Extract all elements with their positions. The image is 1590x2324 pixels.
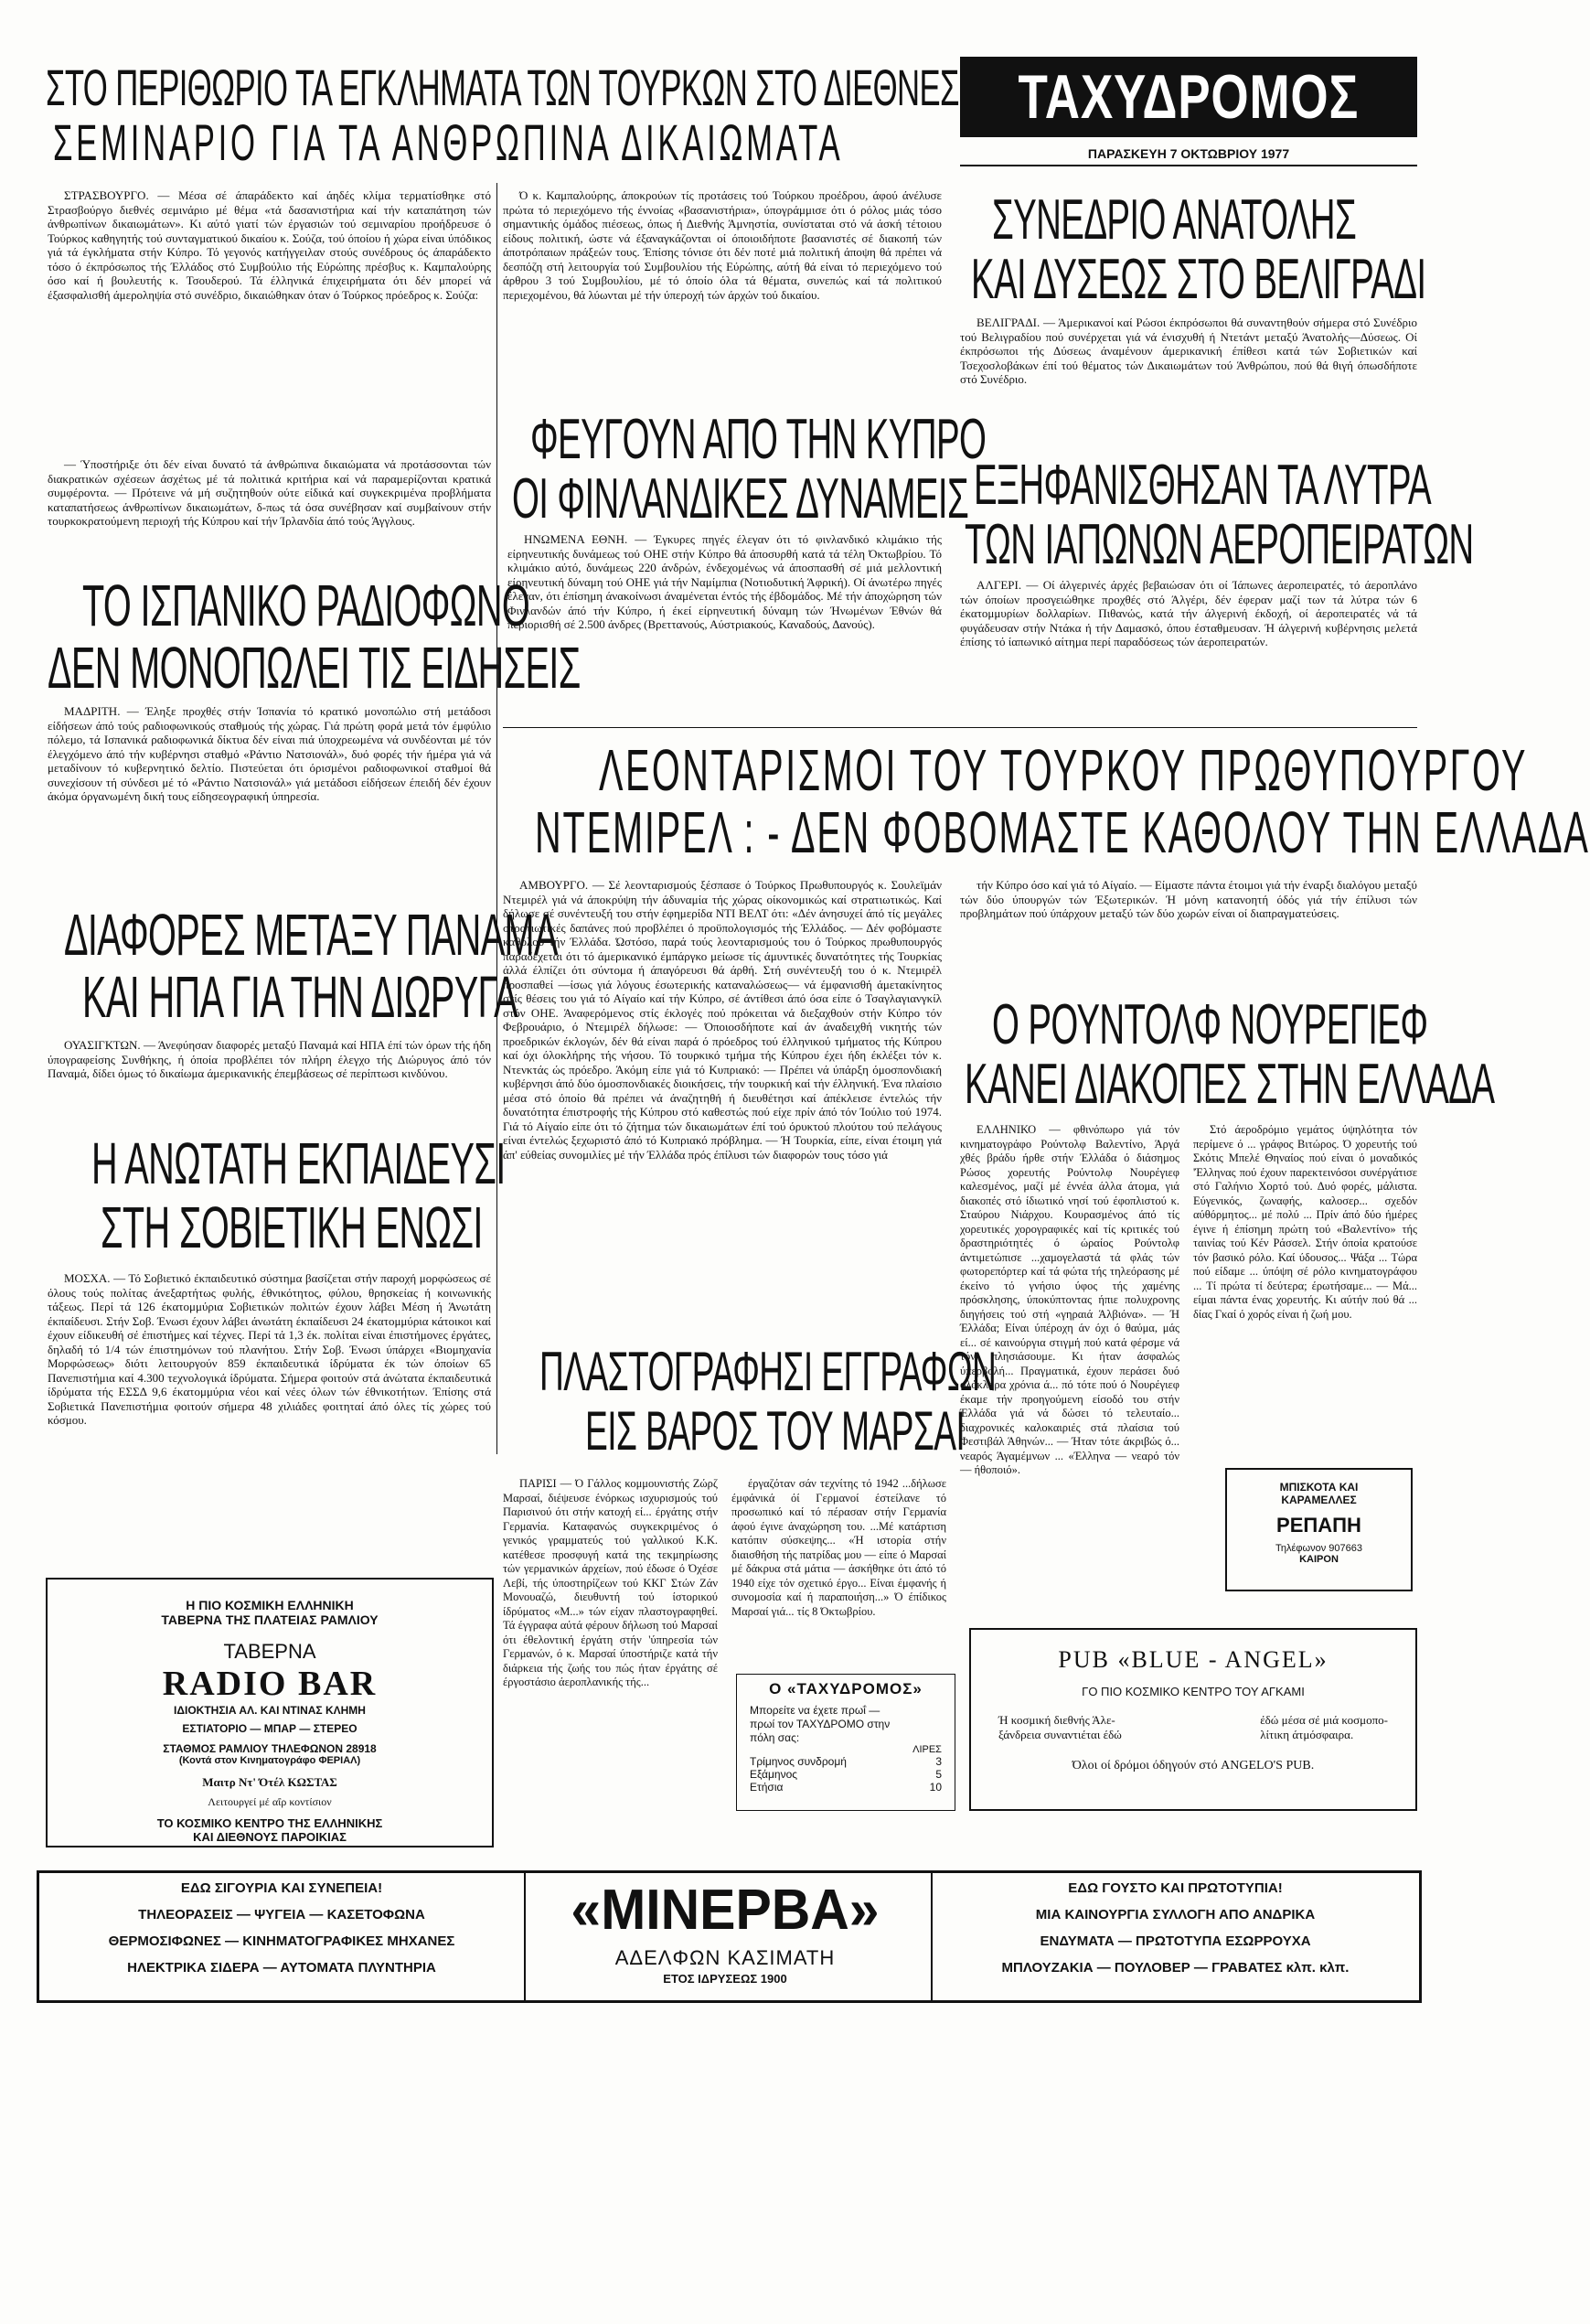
subscription-row-value: 5 (935, 1768, 942, 1781)
headline-belgrade-2: ΚΑΙ ΔΥΣΕΩΣ ΣΤΟ ΒΕΛΙΓΡΑΔΙ (971, 248, 1426, 311)
ad-minerva-right-line: ΜΠΛΟΥΖΑΚΙΑ — ΠΟΥΛΟΒΕΡ — ΓΡΑΒΑΤΕΣ κλπ. κλπ. (1001, 1960, 1350, 1976)
subscription-row (750, 1768, 942, 1781)
ad-radio-line2: ΤΑΒΕΡΝΑ ΤΗΣ ΠΛΑΤΕΙΑΣ ΡΑΜΛΙΟΥ (161, 1612, 379, 1627)
ad-blue-angel-right2: λίτικη άτμόσφαιρα. (1260, 1728, 1354, 1741)
ad-radio-footer1: ΤΟ ΚΟΣΜΙΚΟ ΚΕΝΤΡΟ ΤΗΣ ΕΛΛΗΝΙΚΗΣ (156, 1816, 383, 1830)
ad-radio-maitre: Μαιτρ Ντ' Ότέλ ΚΩΣΤΑΣ (202, 1775, 337, 1789)
subscription-row (750, 1755, 942, 1768)
headline-spain-2: ΔΕΝ ΜΟΝΟΠΩΛΕΙ ΤΙΣ ΕΙΔΗΣΕΙΣ (48, 635, 581, 701)
panama-paragraph: ΟΥΑΣΙΓΚΤΩΝ. — Άνεφύησαν διαφορές μεταξύ Παναμά καί ΗΠΑ έπί τών όρων τής ήδη ύπογραφείσης Συνθήκης, ή όποία προβλέπει τόν πλήρη έλεγχο τής Διώρυγος άπό τόν Παναμά, δίδει όμως τό δικαίωμα άμερικανικής έπεμβάσεως σέ περίπτωσι κινδύνου. (48, 1038, 491, 1080)
headline-forgery-2: ΕΙΣ ΒΑΡΟΣ ΤΟΥ ΜΑΡΣΑΙ (585, 1400, 966, 1462)
forgery-body-col2 (731, 1477, 946, 1620)
ad-blue-angel-footer: Όλοι οί δρόμοι όδηγούν στό ANGELO'S PUB. (1072, 1759, 1315, 1772)
turkey-body-col1 (503, 878, 942, 1162)
subscription-header: Ο «ΤΑΧΥΔΡΟΜΟΣ» (769, 1680, 923, 1697)
ad-minerva-left-line: ΤΗΛΕΟΡΑΣΕΙΣ — ΨΥΓΕΙΑ — ΚΑΣΕΤΟΦΩΝΑ (138, 1907, 425, 1922)
headline-cyprus-2: ΟΙ ΦΙΝΛΑΝΔΙΚΕΣ ΔΥΝΑΜΕΙΣ (512, 467, 969, 530)
headline-cyprus-1: ΦΕΥΓΟΥΝ ΑΠΟ ΤΗΝ ΚΥΠΡΟ (530, 408, 987, 471)
ad-radio-owners: ΙΔΙΟΚΤΗΣΙΑ ΑΛ. ΚΑΙ ΝΤΙΝΑΣ ΚΛΗΜΗ (174, 1704, 366, 1717)
cyprus-body (507, 532, 942, 633)
spain-paragraph: ΜΑΔΡΙΤΗ. — Έληξε προχθές στήν Ίσπανία τό κρατικό μονοπώλιο στή μετάδοσι είδήσεων άπό τούς ραδιοφωνικούς σταθμούς τής χώρας. Γιά πρώτη φορά μετά τόν έμφύλιο πόλεμο, τά Ισπανικά ραδιοφωνικά δίκτυα δέν είναι πιά ύποχρεωμένα νά συνδέονται μέ τόν έλεγχόμενο άπό τήν κυβέρνησι σταθμό «Ράντιο Νατσιονάλ», δυό φορές τήν ήμέρα γιά νά μεταδίνουν τό κυβερνητικό δελτίο. Πιστεύεται ότι όρισμένοι ραδιοφωνικοί σταθμοί θά συνεχίσουν τή σύνδεσι μέ τό «Ράντιο Νατσιονάλ» γιά μετάδοσι είδήσεων έπειδή δέν έχουν άκόμα όργανωμένη δική τους είδησεογραφική ύπηρεσία. (48, 704, 491, 803)
subscription-intro-3: πόλη σας: (750, 1731, 800, 1744)
ad-minerva-left (48, 1880, 515, 1976)
ad-minerva-right-line: ΕΝΔΥΜΑΤΑ — ΠΡΩΤΟΤΥΠΑ ΕΣΩΡΡΟΥΧΑ (1040, 1933, 1311, 1949)
ad-radio-footer2: ΚΑΙ ΔΙΕΘΝΟΥΣ ΠΑΡΟΙΚΙΑΣ (193, 1830, 347, 1844)
ussr-paragraph: ΜΟΣΧΑ. — Τό Σοβιετικό έκπαιδευτικό σύστημα βασίζεται στήν παροχή μορφώσεως σέ όλους τούς πολίτας άνεξαρτήτως φυλής, έθνικότητος, φύλου, θρησκείας ή κοινωνικής τάξεως. Περί τά 126 έκατομμύρια Σοβιετικών πολιτών έχουν λάβει Μέση ή Άνωτάτη έκπαίδευσι. Στήν Σοβ. Ένωσι έχουν λάβει άνωτάτη έκπαίδευσι 24 έκατομμύρια κάτοικοι καί έχουν είδικευθή σέ έπιστήμες καί τέχνες. Περί τά 1,3 έκ. πολίται είναι έπιστήμονες έργάτες, δηλαδή τό 1/4 τών έπιστημόνων τού πλανήτου. Στήν Σοβ. Ένωσι ύπάρχει «Βιομηχανία Μορφώσεως» διότι λειτουργούν 859 έκπαιδευτικά ίδρύματα έκ τών όποίων 65 Πανεπιστήμια καί 4.300 τεχνολογικά ίδρύματα. Σήμερα φοιτούν στά άνώτατα έκπαιδευτικά ίδρύματα τής ΕΣΣΔ 9,6 έκατομμύρια νέοι καί νέες όλων τών έθνικοτήτων. Έπίσης στά Σοβιετικά Πανεπιστήμια φοιτούν σήμερα 48 χιλιάδες φοιτηταί άπό όλες τίς χώρες τού κόσμου. (48, 1271, 491, 1427)
subscription-row-value: 3 (935, 1755, 942, 1768)
ad-minerva-center (533, 1879, 917, 1986)
seminar-body-col1b (48, 457, 491, 530)
seminar-body-col1 (48, 188, 491, 303)
subscription-intro-2: πρωί τον ΤΑΧΥΔΡΟΜΟ στην (750, 1718, 891, 1730)
ad-radio-taverna: TAΒΕΡΝΑ (223, 1640, 316, 1663)
belgrade-body (960, 316, 1417, 388)
ad-minerva-divider (524, 1873, 526, 2000)
ad-minerva (37, 1870, 1422, 2003)
ad-blue-angel (969, 1628, 1417, 1811)
ad-blue-angel-right (1260, 1713, 1388, 1742)
subscription-row (750, 1781, 942, 1794)
panama-body (48, 1038, 491, 1082)
nureyev-body-col1 (960, 1123, 1179, 1479)
belgrade-paragraph: ΒΕΛΙΓΡΑΔΙ. — Άμερικανοί καί Ρώσοι έκπρόσωποι θά συναντηθούν σήμερα στό Συνέδριο τού Βελιγραδίου πού συνέρχεται γιά νά ένισχυθή ή Ντετάντ μεταξύ Άνατολής—Δύσεως. Οί έκπρόσωποι τής Δύσεως άναμένουν άμερικανική έπίθεσι κατά τών Σοβιετικών καί Τσεχοσλοβάκων έπί τού θέματος τών Δικαιωμάτων τού Άνθρώπου, πού θά θιγή όπωσδήποτε στό Συνέδριο. (960, 316, 1417, 386)
ad-minerva-founded: ΕΤΟΣ ΙΔΡΥΣΕΩΣ 1900 (663, 1972, 787, 1986)
seminar-body-col2 (503, 188, 942, 303)
turkey-body-col2 (960, 878, 1417, 922)
headline-ussr-2: ΣΤΗ ΣΟΒΙΕΤΙΚΗ ΕΝΩΣΙ (101, 1194, 483, 1260)
turkey-paragraph-1: ΑΜΒΟΥΡΓΟ. — Σέ λεονταρισμούς ξέσπασε ό Τούρκος Πρωθυπουργός κ. Σουλεϊμάν Ντεμιρέλ γιά νά άποκρύψη τήν άδυναμία τής χώρας οίκονομικώς καί στρατιωτικώς. Καί δήλωσε σέ συνέντευξή του στήν έφημερίδα ΝΤΙ ΒΕΛΤ ότι: «Δέν άνησυχεί άπό τίς μεγάλες στρατιωτικές δαπάνες πού προβλέπει ό προϋπολογισμός τής Έλλάδος. — Δέν φοβόμαστε καθόλου τήν Έλλάδα. Ώστόσο, παρά τούς λεονταρισμούς του ό Τούρκος πρωθυπουργός παραδέχεται ότι τό άμερικανικό έμπάργκο μείωσε τίς άμυντικές δυνατότητες τής Τουρκίας άλλά έλπίζει ότι σύντομα ή άπαγόρευσι θά άρθή. Στή συνέντευξή του ό κ. Ντεμιρέλ προσπαθεί —ίσως γιά λόγους έσωτερικής καταναλώσεως— νά έμφανισθή άμετακίνητος στίς θέσεις του γιά τό Αίγαίο καί τήν Κύπρο, σέ άντίθεσι άπό όσα είπε ό Τσαγλαγιανγκίλ στόν ΟΗΕ. Άναφερόμενος στίς έκλογές πού πρόκειται νά διεξαχθούν στήν Κύπρο τόν Φεβρουάριο, ό Ντεμιρέλ δήλωσε: — Όποιοσδήποτε καί άν άναδειχθή νικητής τών προεδρικών έκλογών, δέν θά είναι παρά ό πρόεδρος τού έλληνικού τμήματος τής Κύπρου καί όχι όλοκλήρης τής νήσου. Τό τουρκικό τμήμα τής Κύπρου έχει ήδη έκλέξει τόν κ. Ντενκτάς ώς πρόεδρο. Άκόμη είπε γιά τό Κυπριακό: — Πρέπει νά ύπάρξη όμοσπονδιακή κυβέρνησι άπό δύο όμοσπονδιακές διοικήσεις, τήν τουρκική καί τήν έλληνική. Ένα πλαίσιο μέσα στό όποίο θά πρέπει νά άναζητηθή ή διευθέτησι καί άπέκλεισε έντελώς τήν δυνατότητα έπιστροφής τής Κύπρου στό καθεστώς πού είχε πρίν άπό τόν Ίούλιο τού 1974. Γιά τό Αίγαίο είπε ότι τό ζήτημα τών δικαιωμάτων έπί τού όρυκτού πλούτου τού πελάγους είναι έντελώς ξεχωριστό άπό τό Κυπριακό πρόβλημα. — Ή Τουρκία, είπε, είναι έτοιμη γιά άπ' εύθείας συνομιλίες μέ τήν Έλλάδα πρός έπίλυσι τών διαφορών τους τόσο γιά (503, 878, 942, 1162)
subscription-box (736, 1674, 955, 1811)
ad-minerva-divider (931, 1873, 933, 2000)
nureyev-paragraph-1: ΕΛΛΗΝΙΚΟ — φθινόπωρο γιά τόν κινηματογράφο Ρούντολφ Βαλεντίνο, Άργά χθές βράδυ ήρθε στήν Έλλάδα ό διάσημος Ρώσος χορευτής Ρούντολφ Νουρέγιεφ καλεσμένος, μαζί μέ έννέα άλλα άτομα, γιά διακοπές στό ίδιωτικό νησί τού έφοπλιστού κ. Σταύρου Νιάρχου. Κουρασμένος άπό τίς χορευτικές χορογραφικές καί τίς κριτικές τού δραστηριότητές ό ώραίος Ρούντολφ άντιμετώπισε ...χαμογελαστά τά φλάς τών φωτορεπόρτερ καί τά φώτα τής τηλεόρασης μέ έκείνο τό γνήσιο ύφος τής χαμένης πρόσκλησης, ύποκύπτοντας ήπιε πολυχρονης διηγήσεις τού στή «γηραιά Άλβιόνα». — Ή Έλλάδα; Είναι ύπέροχη άν όχι ό θαύμα, μάς εί... σέ καινούργια στιγμή πού κατά φέρσμε νά τόν πλησιάσουμε. Κι ήταν άσφαλώς ύπερβολή... Πραγματικά, έχουν περάσει δυό ολόκληρα χρόνια ά... πό τότε πού ό Νουρέγιεφ έκαμε τήν προηγούμενη είσοδό του στήν Έλλάδα γιά νά δώσει τό τελευταίο... διαχρονικές καλοκαιριές στά πλαίσια τού Φεστιβάλ Άθηνών... — Ήταν τότε άκριβώς ό... νεαρός Άγαμέμνων ... «Έλληνα — νεαρό τόν — ήθοποιό». (960, 1123, 1179, 1476)
headline-belgrade-1: ΣΥΝΕΔΡΙΟ ΑΝΑΤΟΛΗΣ (992, 188, 1357, 252)
ad-radio-station: ΣΤΑΘΜΟΣ ΡΑΜΛΙΟΥ ΤΗΛΕΦΩΝΟΝ 28918 (163, 1742, 377, 1755)
subscription-unit: ΛΙΡΕΣ (912, 1744, 942, 1755)
ad-blue-angel-right1: έδώ μέσα σέ μιά κοσμοπο- (1260, 1713, 1388, 1727)
ad-radio-near: (Κοντά στον Κινηματογράφο ΦΕΡΙΑΛ) (178, 1755, 361, 1766)
spain-body (48, 704, 491, 805)
headline-turkey-1: ΛΕΟΝΤΑΡΙΣΜΟΙ ΤΟΥ ΤΟΥΡΚΟΥ ΠΡΩΘΥΠΟΥΡΓΟΥ (599, 737, 1529, 803)
seminar-paragraph-1: ΣΤΡΑΣΒΟΥΡΓΟ. — Μέσα σέ άπαράδεκτο καί άηδές κλίμα τερματίσθηκε στό Στρασβούργο διεθνές σεμινάριο μέ θέμα «τά δασανιστήρια καί τήν καταπάτηση τών άνθρωπίνων δικαιωμάτων». Κι αύτό γιατί τών έργασιών τού σεμιναρίου προήδρευσε ό Τούρκος καθηγητής τού συνταγματικού δικαίου κ. Σούζα, τού όποίου ή χώρα είναι ύπόδικος γιά τά έγκλήματα στήν Κύπρο. Τό γεγονός κατήγγειλαν στούς συνέδρους ός άπαράδεκτο τόσο ό έκπρόσωπος τής Έλλάδος στό Συμβούλιο τής Εύρώπης πρέσβυς κ. Καμπαλούρης όσο καί ή βουλευτής κ. Τσουδερού. Τά έλληνικά έπιχειρήματα ότι δέν μπορεί νά έξασφαλισθή άμεροληψία στό συνέδριο, δικαιώθηκαν όταν ό Τούρκος πρόεδρος κ. Σούζα: (48, 188, 491, 302)
turkey-paragraph-2: τήν Κύπρο όσο καί γιά τό Αίγαίο. — Είμαστε πάντα έτοιμοι γιά τήν έναρξι διαλόγου μεταξύ τών δύο ύπουργών τών Έξωτερικών. Ή μόνη κατανοητή όδός γιά τήν έπίλυσι τών προβλημάτων πού ύπάρχουν μεταξύ τών δύο χωρών είναι οί διαπραγματεύσεις. (960, 878, 1417, 920)
ad-minerva-right-title: ΕΔΩ ΓΟΥΣΤΟ ΚΑΙ ΠΡΩΤΟΤΥΠΙΑ! (1068, 1880, 1283, 1896)
subscription-row-label: Τρίμηνος συνδρομή (750, 1755, 847, 1768)
column-rule (496, 183, 497, 1454)
forgery-body-col1 (503, 1477, 718, 1691)
headline-ransom-2: ΤΩΝ ΙΑΠΩΝΩΝ ΑΕΡΟΠΕΙΡΑΤΩΝ (965, 513, 1474, 576)
ad-minerva-left-line: ΗΛΕΚΤΡΙΚΑ ΣΙΔΕΡΑ — ΑΥΤΟΜΑΤΑ ΠΛΥΝΤΗΡΙΑ (127, 1960, 436, 1976)
ad-radio-air: Λειτουργεί μέ αΐρ κοντίσιον (208, 1795, 332, 1808)
ad-repapi-name: ΡΕΠΑΠΗ (1276, 1514, 1361, 1537)
seminar-paragraph-3: Ό κ. Καμπαλούρης, άποκρούων τίς προτάσεις τού Τούρκου προέδρου, άφού άνέλυσε πρώτα τό περιεχόμενο τής έννοίας «βασανιστήρια», ύπογράμμισε ότι ό ρόλος μιάς τόσο σημαντικής όμάδος πιέσεως, όπως ή Διεθνής Άμνηστία, συνίσταται στό νά άσκή τέτοιου είδους πολιτική, ώστε νά έξαναγκάζονται οί όποιοιδήποτε βασανιστές σέ διακοπή τών άποτρόπαιων πράξεών τους. Έπίσης τόνισε ότι δέν ποτέ μιά πολιτική άποψη θά πρέπει νά δεσπόζη στή λειτουργία τού Συμβουλίου τής Εύρώπης, αύτή θά είναι τό περιεχόμενο τού άρθρου 3 τού Συμβουλίου, μέ τό όποίο όλα τά θέματα, συνεπώς καί τά πολιτικού περιεχομένου, θά λύωνται μέ τήν ύπεροχή τών άρχών τού δικαίου. (503, 188, 942, 302)
ad-repapi-city: ΚΑΙΡΟΝ (1299, 1554, 1339, 1565)
headline-nureyev-1: Ο ΡΟΥΝΤΟΛΦ ΝΟΥΡΕΓΙΕΦ (992, 993, 1428, 1056)
headline-panama-2: ΚΑΙ ΗΠΑ ΓΙΑ ΤΗΝ ΔΙΩΡΥΓΑ (82, 964, 518, 1030)
ransom-paragraph: ΑΛΓΕΡΙ. — Οί άλγερινές άρχές βεβαιώσαν ότι οί Ίάπωνες άεροπειρατές, τό άεροπλάνο τών όποίων προσγειώθηκε προχθές στό Άλγέρι, δέν έφεραν μαζί των τά λύτρα τών 6 έκατομμυρίων δολλαρίων. Πιθανώς, κατά τήν άλγερινή έκδοχή, οί άεροπειρατές νά τά φυγάδευσαν στήν Ντάκα ή τήν Δαμασκό, όπου έσταθμευσαν. Ή άλγερινή κυβέρνησις μελετά έπίσης τό ίαπωνικό αίτημα περί παραδόσεως τών άεροπειρατών. (960, 578, 1417, 648)
headline-turkey-2: ΝΤΕΜΙΡΕΛ : - ΔΕΝ ΦΟΒΟΜΑΣΤΕ ΚΑΘΟΛΟΥ ΤΗΝ ΕΛΛΑΔΑ (535, 799, 1590, 865)
ad-radio-line1: Η ΠΙΟ ΚΟΣΜΙΚΗ ΕΛΛΗΝΙΚΗ (186, 1598, 354, 1612)
ad-minerva-left-line: ΘΕΡΜΟΣΙΦΩΝΕΣ — ΚΙΝΗΜΑΤΟΓΡΑΦΙΚΕΣ ΜΗΧΑΝΕΣ (108, 1933, 455, 1949)
ad-blue-angel-left1: Ή κοσμική διεθνής Άλε- (998, 1713, 1115, 1727)
ad-repapi-line2: ΚΑΡΑΜΕΛΛΕΣ (1281, 1494, 1357, 1506)
ad-minerva-right (940, 1880, 1411, 1976)
forgery-paragraph-2: έργαζόταν σάν τεχνίτης τό 1942 ...δήλωσε έμφάνικά όί Γερμανοί έστείλανε τό προσωπικό καί τό πέρασαν στήν Γερμανία άφού έγινε άναχώρηση του. ...Μέ κατάρτιση κατόπιν σύσκεψης... «Ή ιστορία στήν διαισθήση τής πατρίδας μου — είπε ό Μαρσαί μέ δάκρυα στά μάτια — άσκήθηκε ότι άπό τό 1940 είχε τόν σχετικό έργο... Είναι έμφανής ή συνομοσία καί ή παραποιήση...» Ό έπίδικος Μαρσαί γιά... τίς 8 Όκτωβρίου. (731, 1477, 946, 1618)
ad-blue-angel-left2: ξάνδρεια συναντιέται έδώ (998, 1728, 1122, 1741)
ransom-body (960, 578, 1417, 650)
turkey-top-rule (503, 727, 1417, 728)
seminar-paragraph-2: — Ύποστήριξε ότι δέν είναι δυνατό τά άνθρώπινα δικαιώματα νά προτάσσονται τών διακρατικών σχέσεων άσχέτως μέ τά πολιτικά κριτήρια καί νά παραμερίζονται κρατικά συμφέροντα. — Πρότεινε νά μή συζητηθούν ούτε είδικά καί συγκεκριμένα προβλήματα καταπατήσεως άνθρωπίνων δικαιωμάτων, δ-πως τά όσα συνέβησαν καί συμβαίνουν στήν τουρκοκρατούμενη περιοχή τής Κύπρου καί τήν Ίρλανδία άπό τούς Άγγλους. (48, 457, 491, 528)
ad-repapi-line1: ΜΠΙΣΚΟΤΑ ΚΑΙ (1279, 1481, 1359, 1494)
subscription-row-label: Εξάμηνος (750, 1768, 798, 1781)
ad-minerva-name: «ΜΙΝΕΡΒΑ» (571, 1879, 880, 1942)
nureyev-body-col2 (1193, 1123, 1417, 1323)
subscription-intro-1: Μπορείτε να έχετε πρωΐ — (750, 1704, 880, 1717)
masthead-rule (960, 165, 1417, 166)
ad-blue-angel-sub: ΓΟ ΠΙΟ ΚΟΣΜΙΚΟ ΚΕΝΤΡΟ ΤΟΥ ΑΓΚΑΜΙ (1082, 1685, 1305, 1698)
ad-repapi (1225, 1468, 1413, 1591)
headline-forgery-1: ΠΛΑΣΤΟΓΡΑΦΗΣΙ ΕΓΓΡΑΦΩΝ (539, 1341, 997, 1402)
ad-radio-name: RADIO BAR (162, 1665, 378, 1703)
ad-minerva-right-line: ΜΙΑ ΚΑΙΝΟΥΡΓΙΑ ΣΥΛΛΟΓΗ ΑΠΟ ΑΝΔΡΙΚΑ (1035, 1907, 1316, 1922)
masthead-title (960, 57, 1417, 137)
headline-spain-1: ΤΟ ΙΣΠΑΝΙΚΟ ΡΑΔΙΟΦΩΝΟ (82, 573, 530, 638)
headline-panama-1: ΔΙΑΦΟΡΕΣ ΜΕΤΑΞΥ ΠΑΝΑΜΑ (64, 902, 558, 968)
masthead-date: ΠΑΡΑΣΚΕΥΗ 7 ΟΚΤΩΒΡΙΟΥ 1977 (1087, 146, 1290, 161)
ad-radio-bar (46, 1578, 494, 1847)
ad-radio-services: ΕΣΤΙΑΤΟΡΙΟ — ΜΠΑΡ — ΣΤΕΡΕΟ (182, 1722, 357, 1735)
ad-repapi-phone: Τηλέφωνον 907663 (1275, 1543, 1363, 1554)
masthead-title-text: ΤΑΧΥΔΡΟΜΟΣ (1018, 62, 1360, 132)
forgery-paragraph-1: ΠΑΡΙΣΙ — Ό Γάλλος κομμουνιστής Ζώρζ Μαρσαί, διέψευσε ένόρκως ισχυρισμούς τού Παρισινού ότι στήν κατοχή εί... έργάτης στήν Γερμανία. Καταφανώς συγκεκριμένος ό γενικός γραμματεύς τού γαλλικού Κ.Κ. κατέθεσε προσφυγή κατά της τεκμηρίωσης τών γερμανικών άρχείων, πού έδωσε ό Όχέσε Λεβί, τής ύποστηρίζεων τού ΚΚΓ Στών Ζάν Μονουαζώ, διευθυντή τού ίστορικού ίδρύματος «Μ...» τών είχαν πλαστογραφηθεί. Τά έγγραφα αύτά φέρουν δήλωση τού Μαρσαί ότι έθελοντική έργάτη στήν 'ύπηρεσία τών Γερμανών, ό κ. Μαρσαί ύποστήριζε κατά τήν διάρκεια τής ζωής του πώς ήταν έργάτης σέ έργοστάσιο άεροπλανικής τής... (503, 1477, 718, 1688)
ad-blue-angel-title: PUB «BLUE - ANGEL» (1058, 1646, 1329, 1673)
ad-blue-angel-left (998, 1713, 1122, 1742)
subscription-row-label: Ετήσια (750, 1781, 784, 1794)
ad-minerva-owners: ΑΔΕΛΦΩΝ ΚΑΣΙΜΑΤΗ (614, 1946, 836, 1969)
subscription-row-value: 10 (929, 1781, 942, 1794)
headline-ussr-1: Η ΑΝΩΤΑΤΗ ΕΚΠΑΙΔΕΥΣΙ (91, 1130, 506, 1196)
ad-blue-angel-body (998, 1713, 1388, 1742)
headline-seminar-1: ΣΤΟ ΠΕΡΙΘΩΡΙΟ ΤΑ ΕΓΚΛΗΜΑΤΑ ΤΩΝ ΤΟΥΡΚΩΝ ΣΤΟ ΔΙΕΘΝΕΣ (46, 59, 959, 116)
headline-nureyev-2: ΚΑΝΕΙ ΔΙΑΚΟΠΕΣ ΣΤΗΝ ΕΛΛΑΔΑ (965, 1053, 1495, 1116)
nureyev-paragraph-2: Στό άεροδρόμιο γεμάτος ύψηλότητα τόν περίμενε ό ... γράφος Βιτώρος. Ό χορευτής τού Σκότις Μπελέ Θηναίος πού είναι ό μοναδικός 'Έλληνας πού έχουν παρεκτεινόσοι συνέργάτισε στό Γαλήνιο Χορτό τού. Δυό φορές, μάλιστα. Εύγενικός, ζωναφής, καλοσερ... σχεδόν αύθόρμητος... μέ πολύ ... Πρίν άπό δύο ήμέρες έγινε ή έπίσημη πρώτη τού «Βαλεντίνο» τής ταινίας τού Κέν Ράσσελ. Στήν όποία κρατούσε τόν βασικό ρόλο. Καί ύδουσος... Ψάξα ... Τώρα πού είδαμε ... ύπόψη σέ ρόλο κινηματογράφου ... Τί πρώτα τί δεύτερα; έρωτήσαμε... — Μά... είμαι πάντα ένας χορευτής. Κι αύτήν πού θά ... δίας Γκαί ό χορός είναι ή ζωή μου. (1193, 1123, 1417, 1321)
ad-minerva-left-title: ΕΔΩ ΣΙΓΟΥΡΙΑ ΚΑΙ ΣΥΝΕΠΕΙΑ! (180, 1880, 383, 1896)
headline-ransom-1: ΕΞΗΦΑΝΙΣΘΗΣΑΝ ΤΑ ΛΥΤΡΑ (974, 454, 1432, 517)
cyprus-paragraph: ΗΝΩΜΕΝΑ ΕΘΝΗ. — Έγκυρες πηγές έλεγαν ότι τό φινλανδικό κλιμάκιο τής είρηνευτικής δυνάμεως τού ΟΗΕ στήν Κύπρο θά άποσυρθή κατά τά τέλη Όκτωβρίου. Τό κλιμάκιο αύτό, δυνάμεως 220 άνδρών, ένδεχομένως νά άποσπασθή σέ μιά μελλοντική είρηνευτική δύναμη τού ΟΗΕ γιά τήν Ναμίμπια (Νοτιοδυτική Άφρική). Οί άνωτέρω πηγές έλεγαν, ότι έπίσημη άνακοίνωσι άναμένεται έντός τής έβδομάδος. Μέ τήν άποχώρηση τών Φινλανδών άπό τήν Κύπρο, ή έκεί είρηνευτική δύναμη τών Ήνωμένων Έθνών θά περιορισθή σέ 2.500 άνδρες (Βρεττανούς, Αύστριακούς, Καναδούς, Δανούς). (507, 532, 942, 631)
ussr-body (48, 1271, 491, 1429)
headline-seminar-2: ΣΕΜΙΝΑΡΙΟ ΓΙΑ ΤΑ ΑΝΘΡΩΠΙΝΑ ΔΙΚΑΙΩΜΑΤΑ (53, 113, 844, 171)
